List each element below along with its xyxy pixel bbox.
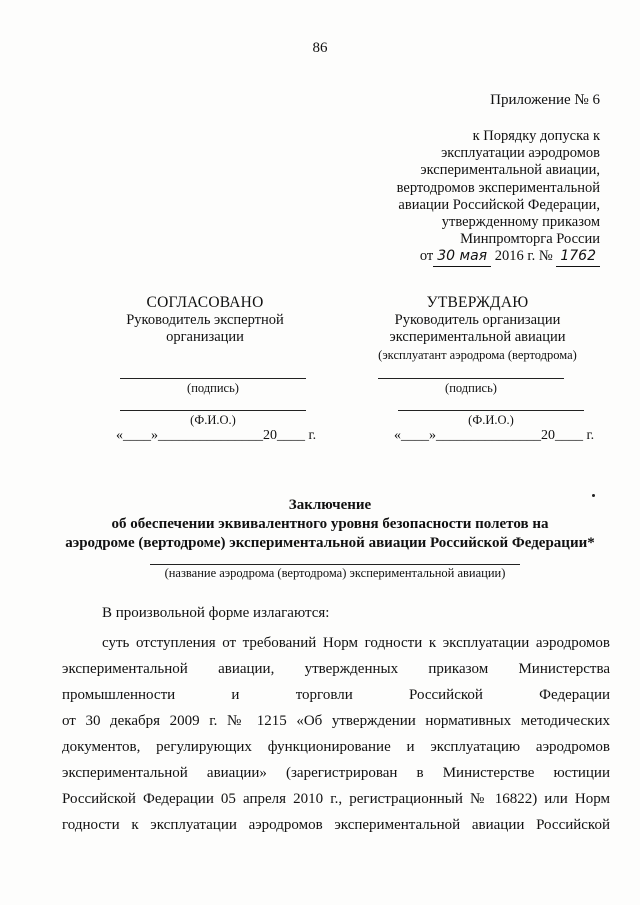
date-year: 2016 г. № <box>494 248 553 265</box>
body-line: Российской Федерации 05 апреля 2010 г., регистрационный № 16822) или Норм <box>62 791 610 807</box>
agreed-signature-caption: (подпись) <box>187 381 239 395</box>
approved-role-line1: Руководитель организации <box>394 311 561 328</box>
conclusion-title <box>50 496 610 553</box>
body-line: от 30 декабря 2009 г. № 1215 «Об утверждении нормативных методических <box>62 713 610 729</box>
body-line: промышленности и торговли Российской Федерации <box>62 687 610 703</box>
approved-name-caption: (Ф.И.О.) <box>468 413 514 427</box>
conclusion-title-line2: об обеспечении эквивалентного уровня безопасности полетов на <box>111 516 549 532</box>
agreed-role-line1: Руководитель экспертной <box>126 311 284 328</box>
agreed-block <box>100 294 310 347</box>
appendix-title: Приложение № 6 <box>490 92 600 108</box>
appendix-line: эксплуатации аэродромов <box>441 145 600 162</box>
approved-block <box>365 294 590 364</box>
body-line: документов, регулирующих функционирование и эксплуатацию аэродромов <box>62 739 610 755</box>
appendix-line: Минпромторга России <box>460 231 600 248</box>
approved-role-line2: экспериментальной авиации <box>389 329 566 345</box>
agreed-role-line2: организации <box>166 329 244 345</box>
appendix-line: утвержденному приказом <box>441 214 600 231</box>
appendix-line: вертодромов экспериментальной <box>396 179 600 196</box>
handwritten-number: 1762 <box>556 248 600 266</box>
body-intro: В произвольной форме излагаются: <box>102 605 330 621</box>
appendix-line: авиации Российской Федерации, <box>398 196 600 213</box>
airfield-name-line <box>150 564 520 565</box>
approved-signature-line <box>378 378 564 379</box>
agreed-name-line <box>120 410 306 411</box>
approved-signature-caption: (подпись) <box>445 381 497 395</box>
appendix-reference <box>360 128 600 267</box>
appendix-line: экспериментальной авиации, <box>420 162 600 179</box>
body-line: годности к эксплуатации аэродромов экспериментальной авиации Российской <box>62 817 610 833</box>
approved-date: «____»_______________20____ г. <box>394 428 595 443</box>
page-number: 86 <box>312 40 328 56</box>
approved-name-line <box>398 410 584 411</box>
approved-role-line3: (эксплуатант аэродрома (вертодрома) <box>378 347 577 362</box>
approved-heading: УТВЕРЖДАЮ <box>426 294 529 311</box>
appendix-line: к Порядку допуска к <box>472 128 600 144</box>
agreed-heading: СОГЛАСОВАНО <box>146 294 264 311</box>
conclusion-title-line3: аэродроме (вертодроме) экспериментальной авиации Российской Федерации* <box>65 535 595 551</box>
appendix-order-date <box>360 248 600 266</box>
agreed-date: «____»_______________20____ г. <box>116 428 317 443</box>
conclusion-title-line1: Заключение <box>288 497 372 513</box>
body-line: суть отступления от требований Норм годности к эксплуатации аэродромов <box>102 635 610 651</box>
date-prefix: от <box>419 248 434 265</box>
handwritten-date: 30 мая <box>433 248 491 266</box>
agreed-name-caption: (Ф.И.О.) <box>190 413 236 427</box>
body-text <box>62 600 610 838</box>
agreed-signature-line <box>120 378 306 379</box>
body-line: экспериментальной авиации, утвержденных приказом Министерства <box>62 661 610 677</box>
body-line: экспериментальной авиации» (зарегистрирован в Министерстве юстиции <box>62 765 610 781</box>
airfield-name-caption: (название аэродрома (вертодрома) экспериментальной авиации) <box>164 566 506 580</box>
